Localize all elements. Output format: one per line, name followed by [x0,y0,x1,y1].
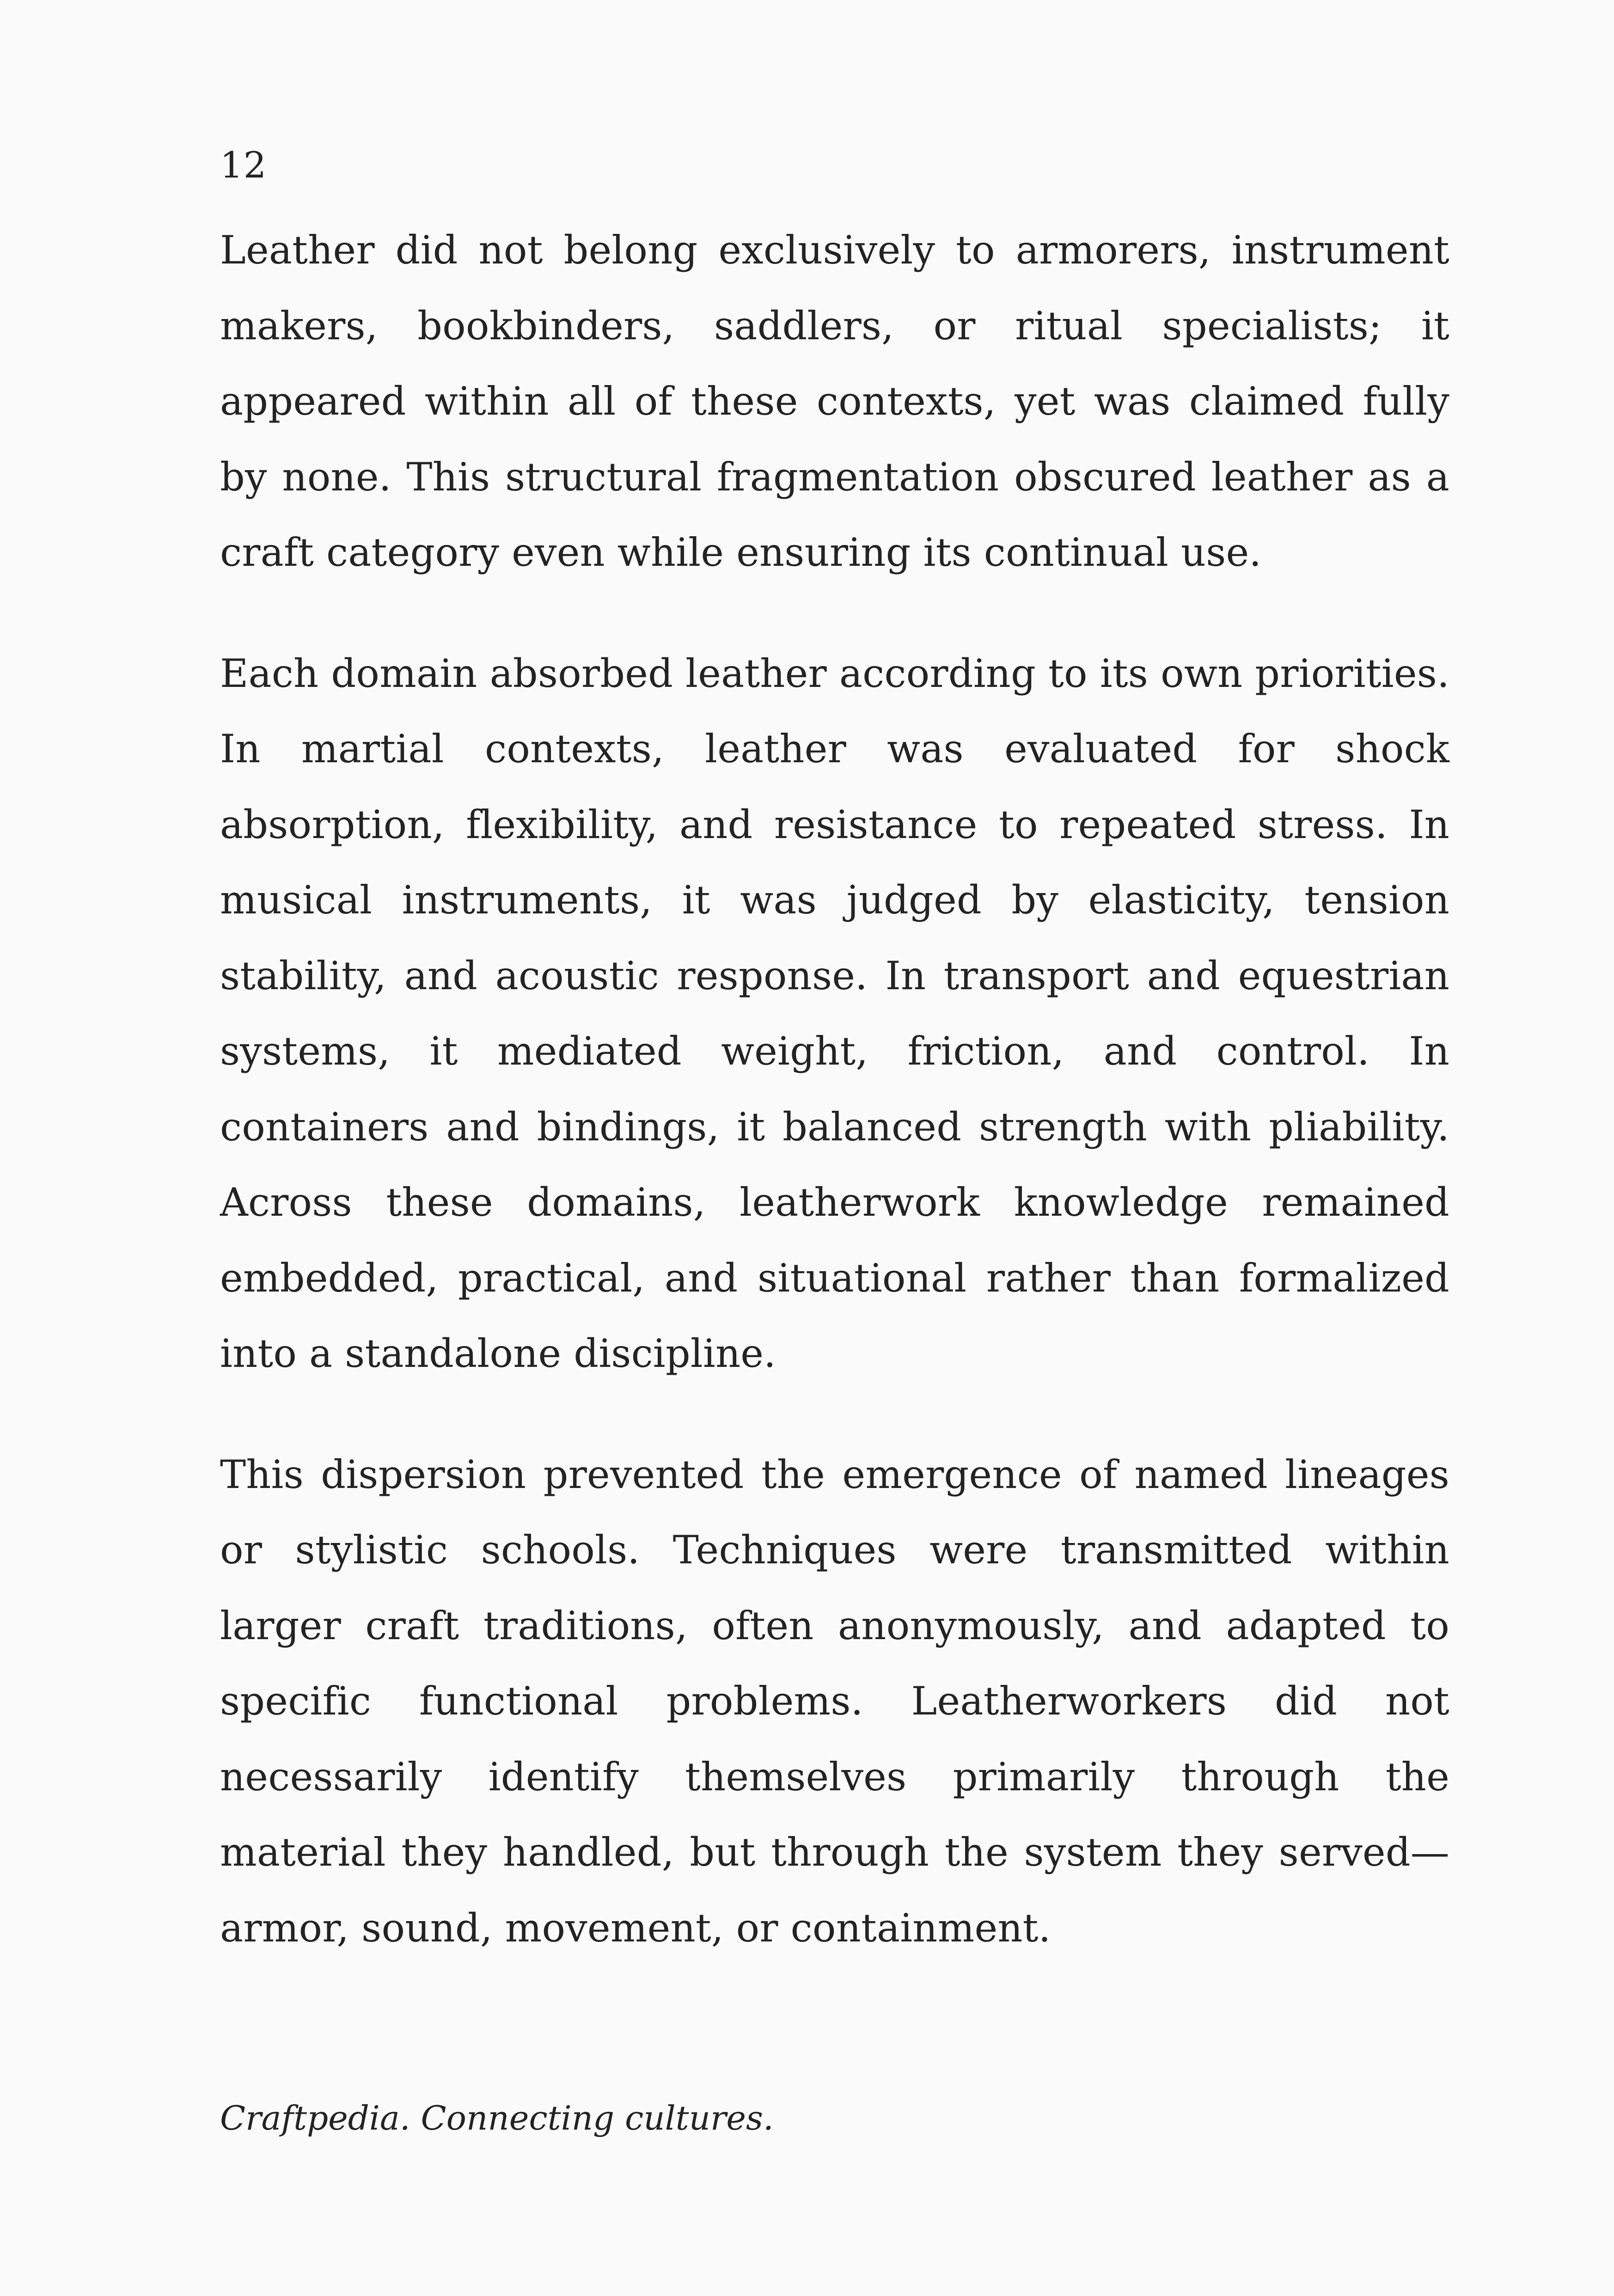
paragraph-1: Leather did not belong exclusively to armorers, instrument makers, bookbinders, saddlers, or ritual specialists; it appeared within all of these contexts, yet was claimed fully by none. This structural fragmentation obscured leather as a craft category even while ensuring its continual use. [220,227,1449,575]
document-page [220,0,1449,2296]
paragraph-2: Each domain absorbed leather according to its own priorities. In martial contexts, leather was evaluated for shock absorption, flexibility, and resistance to repeated stress. In musical instruments, it was judged by elasticity, tension stability, and acoustic response. In transport and equestrian systems, it mediated weight, friction, and control. In containers and bindings, it balanced strength with pliability. Across these domains, leatherwork knowledge remained embedded, practical, and situational rather than formalized into a standalone discipline. [220,650,1449,1376]
body-text [220,213,1449,2011]
page-footer: Craftpedia. Connecting cultures. [220,2099,774,2137]
page-number: 12 [220,145,267,186]
paragraph-3: This dispersion prevented the emergence of named lineages or stylistic schools. Techniques were transmitted within larger craft traditions, often anonymously, and adapted to specific functional problems. Leatherworkers did not necessarily identify themselves primarily through the material they handled, but through the system they served—armor, sound, movement, or containment. [220,1451,1449,1951]
